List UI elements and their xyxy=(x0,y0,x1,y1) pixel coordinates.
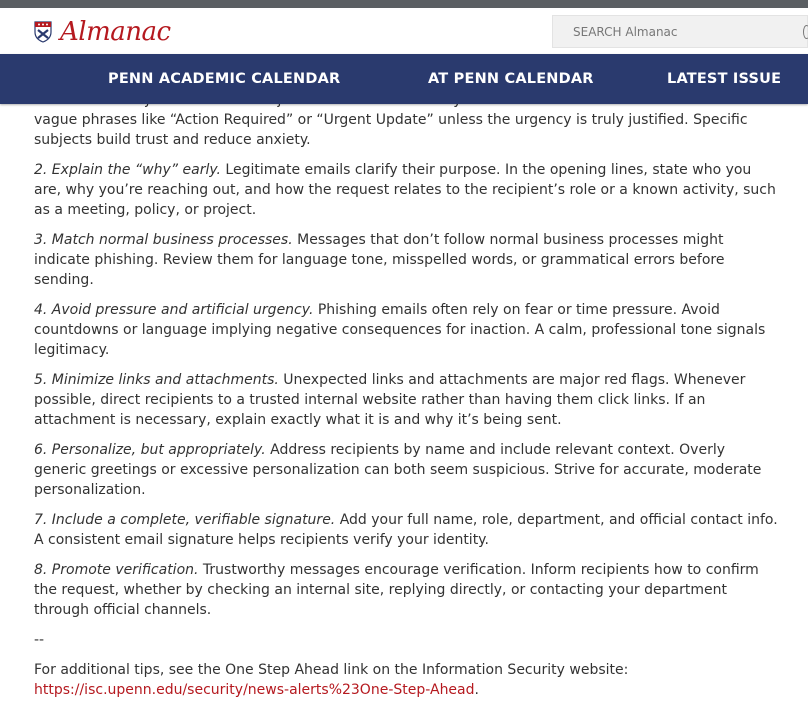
tip-paragraph xyxy=(34,510,779,550)
logo-text: Almanac xyxy=(60,17,171,47)
site-header xyxy=(0,8,808,54)
tip-paragraph xyxy=(34,560,779,620)
search-icon[interactable] xyxy=(803,25,808,39)
tip-body: Unexpected links and attachments are major red flags. Whenever possible, direct recipients to a trusted internal website rather than having them click links. If an attachment is necessary, explain exactly what it is and why it’s being sent. xyxy=(34,372,746,428)
tip-body: Trustworthy messages encourage verification. Inform recipients how to confirm the request, whether by checking an internal site, replying directly, or contacting your department through official channels. xyxy=(34,562,759,618)
nav-penn-academic-calendar[interactable]: PENN ACADEMIC CALENDAR xyxy=(108,71,341,87)
tip-paragraph xyxy=(34,440,779,500)
tip-title: 2. Explain the “why” early. xyxy=(34,162,221,178)
nav-latest-issue[interactable]: LATEST ISSUE xyxy=(667,71,782,87)
tip-title: 6. Personalize, but appropriately. xyxy=(34,442,266,458)
separator: -- xyxy=(34,632,45,648)
tip-body: Phishing emails often rely on fear or time pressure. Avoid countdowns or language implying negative consequences for inaction. A calm, professional tone signals legitimacy. xyxy=(34,302,766,358)
tip-title: 4. Avoid pressure and artificial urgency. xyxy=(34,302,314,318)
search-input[interactable] xyxy=(553,16,793,47)
browser-top-strip xyxy=(0,0,808,8)
tip-body: Add your full name, role, department, and official contact info. A consistent email signature helps recipients verify your identity. xyxy=(34,512,778,548)
tip-paragraph xyxy=(34,230,779,290)
penn-shield-icon xyxy=(34,21,52,43)
tip-title: 5. Minimize links and attachments. xyxy=(34,372,279,388)
article-body xyxy=(34,90,779,710)
footer-end: . xyxy=(474,682,479,698)
site-logo[interactable] xyxy=(34,16,171,48)
footer-text: For additional tips, see the One Step Ahead link on the Information Security website: xyxy=(34,662,629,678)
tip-body: vague phrases like “Action Required” or “Urgent Update” unless the urgency is truly justified. Specific subjects build trust and reduce anxiety. xyxy=(34,112,748,148)
tip-body: Legitimate emails clarify their purpose. In the opening lines, state who you are, why you’re reaching out, and how the request relates to the recipient’s role or a known activity, such as a meeting, policy, or project. xyxy=(34,162,776,218)
tip-paragraph xyxy=(34,300,779,360)
tip-paragraph xyxy=(34,370,779,430)
main-nav xyxy=(0,54,808,104)
search-box[interactable] xyxy=(552,15,808,48)
tip-title: 7. Include a complete, verifiable signature. xyxy=(34,512,336,528)
tip-title: 3. Match normal business processes. xyxy=(34,232,293,248)
one-step-ahead-link[interactable]: https://isc.upenn.edu/security/news-alerts%23One-Step-Ahead xyxy=(34,682,475,698)
nav-at-penn-calendar[interactable]: AT PENN CALENDAR xyxy=(428,71,594,87)
tip-title: 8. Promote verification. xyxy=(34,562,199,578)
tip-body: Messages that don’t follow normal business processes might indicate phishing. Review them for language tone, misspelled words, or grammatical errors before sending. xyxy=(34,232,725,288)
footer-paragraph xyxy=(34,660,779,700)
tip-body: Address recipients by name and include relevant context. Overly generic greetings or excessive personalization can both seem suspicious. Strive for accurate, moderate personalization. xyxy=(34,442,762,498)
tip-paragraph xyxy=(34,160,779,220)
